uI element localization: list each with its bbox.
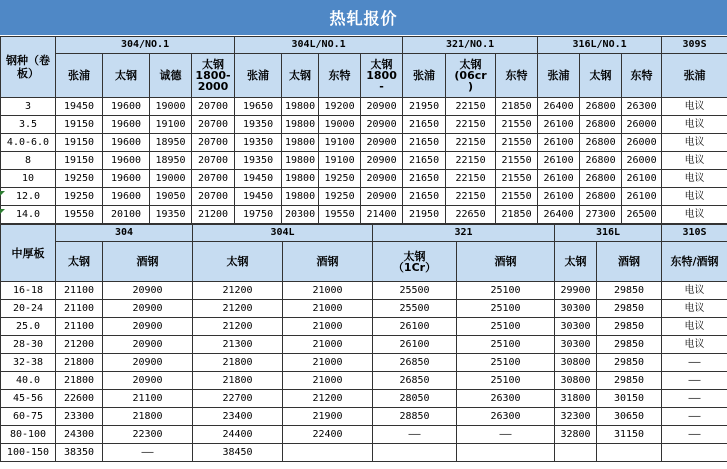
medium-plate-grade-header: 310S (662, 225, 727, 242)
price-cell: 26000 (622, 116, 662, 134)
price-cell: 电议 (662, 152, 727, 170)
price-cell: 19800 (282, 170, 319, 188)
price-cell: —— (373, 426, 457, 444)
price-cell: —— (662, 372, 727, 390)
hot-rolled-sub-header (1, 54, 727, 98)
price-cell: 25100 (457, 282, 555, 300)
price-cell: 20900 (361, 152, 403, 170)
price-cell: 19550 (56, 206, 103, 224)
table-row (1, 282, 727, 300)
price-cell: 26100 (622, 170, 662, 188)
thickness-spec: 100-150 (1, 444, 56, 462)
price-cell: 29850 (597, 282, 662, 300)
price-cell: 19800 (282, 116, 319, 134)
table-row (1, 336, 727, 354)
price-cell: —— (662, 426, 727, 444)
hot-rolled-group-header (1, 37, 727, 54)
price-cell: 30800 (555, 372, 597, 390)
thickness-spec: 8 (1, 152, 56, 170)
price-cell: 19350 (150, 206, 192, 224)
price-cell: 21650 (403, 188, 446, 206)
price-cell: 26100 (373, 318, 457, 336)
price-cell: 19000 (150, 98, 192, 116)
thickness-spec: 12.0 (1, 188, 56, 206)
table-row (1, 318, 727, 336)
price-cell: 21550 (496, 134, 538, 152)
mill-header: 太钢 (580, 54, 622, 98)
mill-header: 张浦 (235, 54, 282, 98)
price-cell: 21100 (56, 300, 103, 318)
table-row (1, 444, 727, 462)
price-cell: 20300 (282, 206, 319, 224)
price-cell: 26000 (622, 134, 662, 152)
price-cell: 22150 (446, 98, 496, 116)
mill-header: 酒钢 (457, 242, 555, 282)
price-cell: 22600 (56, 390, 103, 408)
hot-rolled-grade-header: 316L/NO.1 (538, 37, 662, 54)
price-cell: —— (662, 390, 727, 408)
price-cell: 19150 (56, 116, 103, 134)
price-cell: 26800 (580, 98, 622, 116)
hot-rolled-table (0, 36, 727, 224)
price-cell: 26800 (580, 188, 622, 206)
price-cell: 26300 (457, 390, 555, 408)
mill-header: 太钢 (56, 242, 103, 282)
mill-header: 酒钢 (283, 242, 373, 282)
price-cell: —— (457, 426, 555, 444)
price-cell: 19250 (319, 188, 361, 206)
price-cell: 22150 (446, 134, 496, 152)
price-cell: 28050 (373, 390, 457, 408)
mill-header: 太钢 (193, 242, 283, 282)
price-cell: 20900 (103, 282, 193, 300)
medium-plate-group-header (1, 225, 727, 242)
medium-plate-grade-header: 304L (193, 225, 373, 242)
price-cell: 21300 (193, 336, 283, 354)
sheet-title: 热轧报价 (0, 0, 727, 36)
price-cell: 20100 (103, 206, 150, 224)
mill-header: 张浦 (662, 54, 727, 98)
table-row (1, 188, 727, 206)
price-cell: 电议 (662, 134, 727, 152)
mill-header: 太钢 (06cr ) (446, 54, 496, 98)
price-cell: 25100 (457, 336, 555, 354)
price-cell: 19200 (319, 98, 361, 116)
thickness-spec: 80-100 (1, 426, 56, 444)
price-cell: 19100 (150, 116, 192, 134)
price-cell: 22150 (446, 188, 496, 206)
price-cell: 21000 (283, 354, 373, 372)
price-cell: 26100 (538, 116, 580, 134)
price-cell: 22400 (283, 426, 373, 444)
price-cell: 19350 (235, 116, 282, 134)
price-cell: 21000 (283, 372, 373, 390)
thickness-spec: 25.0 (1, 318, 56, 336)
thickness-spec: 3 (1, 98, 56, 116)
price-cell: 26400 (538, 98, 580, 116)
price-cell: 21000 (283, 300, 373, 318)
price-cell: 19750 (235, 206, 282, 224)
price-cell: 38350 (56, 444, 103, 462)
price-cell: 19450 (235, 170, 282, 188)
price-cell: 20700 (192, 170, 235, 188)
medium-plate-table (0, 224, 727, 462)
price-cell: 22150 (446, 170, 496, 188)
table-row (1, 116, 727, 134)
price-cell: 26800 (580, 116, 622, 134)
price-cell: 26800 (580, 152, 622, 170)
price-cell: 电议 (662, 116, 727, 134)
price-cell: 电议 (662, 336, 727, 354)
price-cell: 22150 (446, 152, 496, 170)
thickness-spec: 28-30 (1, 336, 56, 354)
price-cell: 21400 (361, 206, 403, 224)
price-cell: 21900 (283, 408, 373, 426)
price-cell: —— (662, 408, 727, 426)
table-row (1, 170, 727, 188)
price-cell: 21550 (496, 188, 538, 206)
price-cell: 20900 (103, 318, 193, 336)
price-cell: 18950 (150, 134, 192, 152)
price-cell: 30300 (555, 318, 597, 336)
price-cell (662, 444, 727, 462)
price-cell: 21200 (193, 300, 283, 318)
price-cell: 19800 (282, 152, 319, 170)
price-cell: 22300 (103, 426, 193, 444)
price-cell: 26100 (538, 170, 580, 188)
price-cell: 19050 (150, 188, 192, 206)
price-cell: 20900 (103, 300, 193, 318)
hot-rolled-grade-header: 309S (662, 37, 727, 54)
price-cell: 电议 (662, 318, 727, 336)
medium-plate-body (1, 282, 727, 462)
table-row (1, 390, 727, 408)
price-cell: 21550 (496, 170, 538, 188)
thickness-spec: 45-56 (1, 390, 56, 408)
hot-rolled-grade-header: 304L/NO.1 (235, 37, 403, 54)
table-row (1, 408, 727, 426)
price-cell: 19350 (235, 152, 282, 170)
price-cell: 19450 (235, 188, 282, 206)
price-cell: 19000 (150, 170, 192, 188)
price-cell: 20900 (103, 354, 193, 372)
price-cell: 30150 (597, 390, 662, 408)
price-cell: 20700 (192, 134, 235, 152)
medium-plate-sub-header (1, 242, 727, 282)
price-cell: 32300 (555, 408, 597, 426)
price-cell: 21200 (193, 282, 283, 300)
thickness-spec: 3.5 (1, 116, 56, 134)
price-cell: 20900 (361, 188, 403, 206)
price-cell: 电议 (662, 206, 727, 224)
medium-plate-grade-header: 304 (56, 225, 193, 242)
price-cell: 19600 (103, 98, 150, 116)
price-cell: 25500 (373, 300, 457, 318)
price-cell: 21800 (103, 408, 193, 426)
price-cell: 23400 (193, 408, 283, 426)
price-cell: 26100 (373, 336, 457, 354)
thickness-spec: 10 (1, 170, 56, 188)
mill-header: 太钢 (555, 242, 597, 282)
price-cell: 30300 (555, 300, 597, 318)
price-cell: 20700 (192, 98, 235, 116)
table-row (1, 372, 727, 390)
price-cell: 25100 (457, 372, 555, 390)
price-cell: 19550 (319, 206, 361, 224)
price-cell: 21550 (496, 116, 538, 134)
price-cell: 26800 (580, 170, 622, 188)
mill-header: 太钢 1800 - (361, 54, 403, 98)
price-cell: 26100 (538, 152, 580, 170)
price-cell: 26300 (457, 408, 555, 426)
price-cell: 19600 (103, 170, 150, 188)
price-cell: 电议 (662, 98, 727, 116)
price-cell: 19600 (103, 188, 150, 206)
table-row (1, 426, 727, 444)
price-cell: 19450 (56, 98, 103, 116)
table-row (1, 300, 727, 318)
price-cell: —— (103, 444, 193, 462)
price-cell: 29900 (555, 282, 597, 300)
price-cell: 电议 (662, 170, 727, 188)
price-cell: 26300 (622, 98, 662, 116)
price-cell: 19150 (56, 152, 103, 170)
mill-header: 酒钢 (103, 242, 193, 282)
price-cell: 19250 (319, 170, 361, 188)
price-cell: 20700 (192, 116, 235, 134)
table-row (1, 134, 727, 152)
mill-header: 太钢 1800- 2000 (192, 54, 235, 98)
thickness-spec: 40.0 (1, 372, 56, 390)
medium-plate-grade-header: 321 (373, 225, 555, 242)
price-cell: 19100 (319, 134, 361, 152)
price-cell: 22150 (446, 116, 496, 134)
mill-header: 东特 (622, 54, 662, 98)
price-cell: 21650 (403, 134, 446, 152)
price-cell: 20900 (361, 98, 403, 116)
mill-header: 太钢 (282, 54, 319, 98)
price-cell: 21850 (496, 98, 538, 116)
price-cell: 20900 (361, 170, 403, 188)
price-cell: 21550 (496, 152, 538, 170)
price-cell: 19600 (103, 134, 150, 152)
price-cell: 21200 (193, 318, 283, 336)
medium-plate-corner-label: 中厚板 (1, 225, 56, 282)
price-cell: 26000 (622, 152, 662, 170)
price-cell: 19250 (56, 170, 103, 188)
thickness-spec: 4.0-6.0 (1, 134, 56, 152)
price-cell: 29850 (597, 354, 662, 372)
price-cell: 19100 (319, 152, 361, 170)
price-cell: 19150 (56, 134, 103, 152)
thickness-spec: 16-18 (1, 282, 56, 300)
price-cell: 20700 (192, 152, 235, 170)
price-cell (457, 444, 555, 462)
price-cell: 26100 (538, 134, 580, 152)
mill-header: 诚德 (150, 54, 192, 98)
price-cell: 29850 (597, 372, 662, 390)
price-cell: 21800 (193, 354, 283, 372)
thickness-spec: 14.0 (1, 206, 56, 224)
price-cell: 29850 (597, 318, 662, 336)
price-cell: 30300 (555, 336, 597, 354)
price-cell: 电议 (662, 282, 727, 300)
price-cell: 24300 (56, 426, 103, 444)
price-cell: 21200 (56, 336, 103, 354)
thickness-spec: 20-24 (1, 300, 56, 318)
price-cell: 27300 (580, 206, 622, 224)
price-cell: 20700 (192, 188, 235, 206)
price-cell: 电议 (662, 188, 727, 206)
price-cell: —— (662, 354, 727, 372)
price-cell: 21650 (403, 116, 446, 134)
price-cell (373, 444, 457, 462)
price-cell: 电议 (662, 300, 727, 318)
hot-rolled-grade-header: 321/NO.1 (403, 37, 538, 54)
price-cell: 21200 (283, 390, 373, 408)
price-cell: 31800 (555, 390, 597, 408)
price-cell: 20900 (361, 134, 403, 152)
price-cell: 30800 (555, 354, 597, 372)
price-cell: 21100 (56, 318, 103, 336)
price-cell: 18950 (150, 152, 192, 170)
price-cell: 19000 (319, 116, 361, 134)
price-cell: 21200 (192, 206, 235, 224)
mill-header: 太钢 (103, 54, 150, 98)
price-cell: 31150 (597, 426, 662, 444)
price-cell: 21000 (283, 318, 373, 336)
hot-rolled-corner-label: 钢种（卷板） (1, 37, 56, 98)
mill-header: 张浦 (403, 54, 446, 98)
price-cell: 22700 (193, 390, 283, 408)
price-cell: 29850 (597, 300, 662, 318)
price-cell: 29850 (597, 336, 662, 354)
mill-header: 东特/酒钢 (662, 242, 727, 282)
price-cell: 21000 (283, 336, 373, 354)
hot-rolled-grade-header: 304/NO.1 (56, 37, 235, 54)
medium-plate-grade-header: 316L (555, 225, 662, 242)
table-row (1, 152, 727, 170)
mill-header: 酒钢 (597, 242, 662, 282)
price-cell: 19600 (103, 152, 150, 170)
price-cell: 26850 (373, 354, 457, 372)
price-cell: 19350 (235, 134, 282, 152)
price-cell: 21000 (283, 282, 373, 300)
price-cell: 19800 (282, 98, 319, 116)
price-cell: 21100 (56, 282, 103, 300)
price-cell: 26500 (622, 206, 662, 224)
table-row (1, 206, 727, 224)
price-cell: 32800 (555, 426, 597, 444)
price-cell: 22650 (446, 206, 496, 224)
mill-header: 张浦 (56, 54, 103, 98)
price-cell: 28850 (373, 408, 457, 426)
price-cell: 19800 (282, 188, 319, 206)
price-cell: 26400 (538, 206, 580, 224)
thickness-spec: 60-75 (1, 408, 56, 426)
table-row (1, 354, 727, 372)
price-cell: 30650 (597, 408, 662, 426)
price-cell: 23300 (56, 408, 103, 426)
price-cell: 21100 (103, 390, 193, 408)
price-cell: 25100 (457, 354, 555, 372)
price-cell: 26800 (580, 134, 622, 152)
price-cell (597, 444, 662, 462)
price-cell: 26850 (373, 372, 457, 390)
hot-rolled-body (1, 98, 727, 224)
price-cell: 20900 (103, 372, 193, 390)
mill-header: 张浦 (538, 54, 580, 98)
price-cell: 21950 (403, 206, 446, 224)
table-row (1, 98, 727, 116)
price-cell: 19600 (103, 116, 150, 134)
price-cell: 24400 (193, 426, 283, 444)
price-cell (555, 444, 597, 462)
price-cell: 20900 (103, 336, 193, 354)
price-cell: 20900 (361, 116, 403, 134)
price-cell: 21800 (56, 354, 103, 372)
price-cell: 19800 (282, 134, 319, 152)
price-cell: 21650 (403, 170, 446, 188)
price-cell: 21950 (403, 98, 446, 116)
price-cell: 38450 (193, 444, 283, 462)
cell-comment-marker (0, 191, 5, 196)
price-cell: 21800 (56, 372, 103, 390)
price-cell: 19250 (56, 188, 103, 206)
price-cell: 25100 (457, 300, 555, 318)
mill-header: 东特 (496, 54, 538, 98)
mill-header: 东特 (319, 54, 361, 98)
price-cell: 25500 (373, 282, 457, 300)
mill-header: 太钢 （1Cr） (373, 242, 457, 282)
price-cell: 21650 (403, 152, 446, 170)
price-cell: 19650 (235, 98, 282, 116)
cell-comment-marker (0, 209, 5, 214)
price-cell: 26100 (622, 188, 662, 206)
thickness-spec: 32-38 (1, 354, 56, 372)
price-cell: 21800 (193, 372, 283, 390)
price-cell (283, 444, 373, 462)
price-cell: 26100 (538, 188, 580, 206)
price-cell: 25100 (457, 318, 555, 336)
price-cell: 21850 (496, 206, 538, 224)
